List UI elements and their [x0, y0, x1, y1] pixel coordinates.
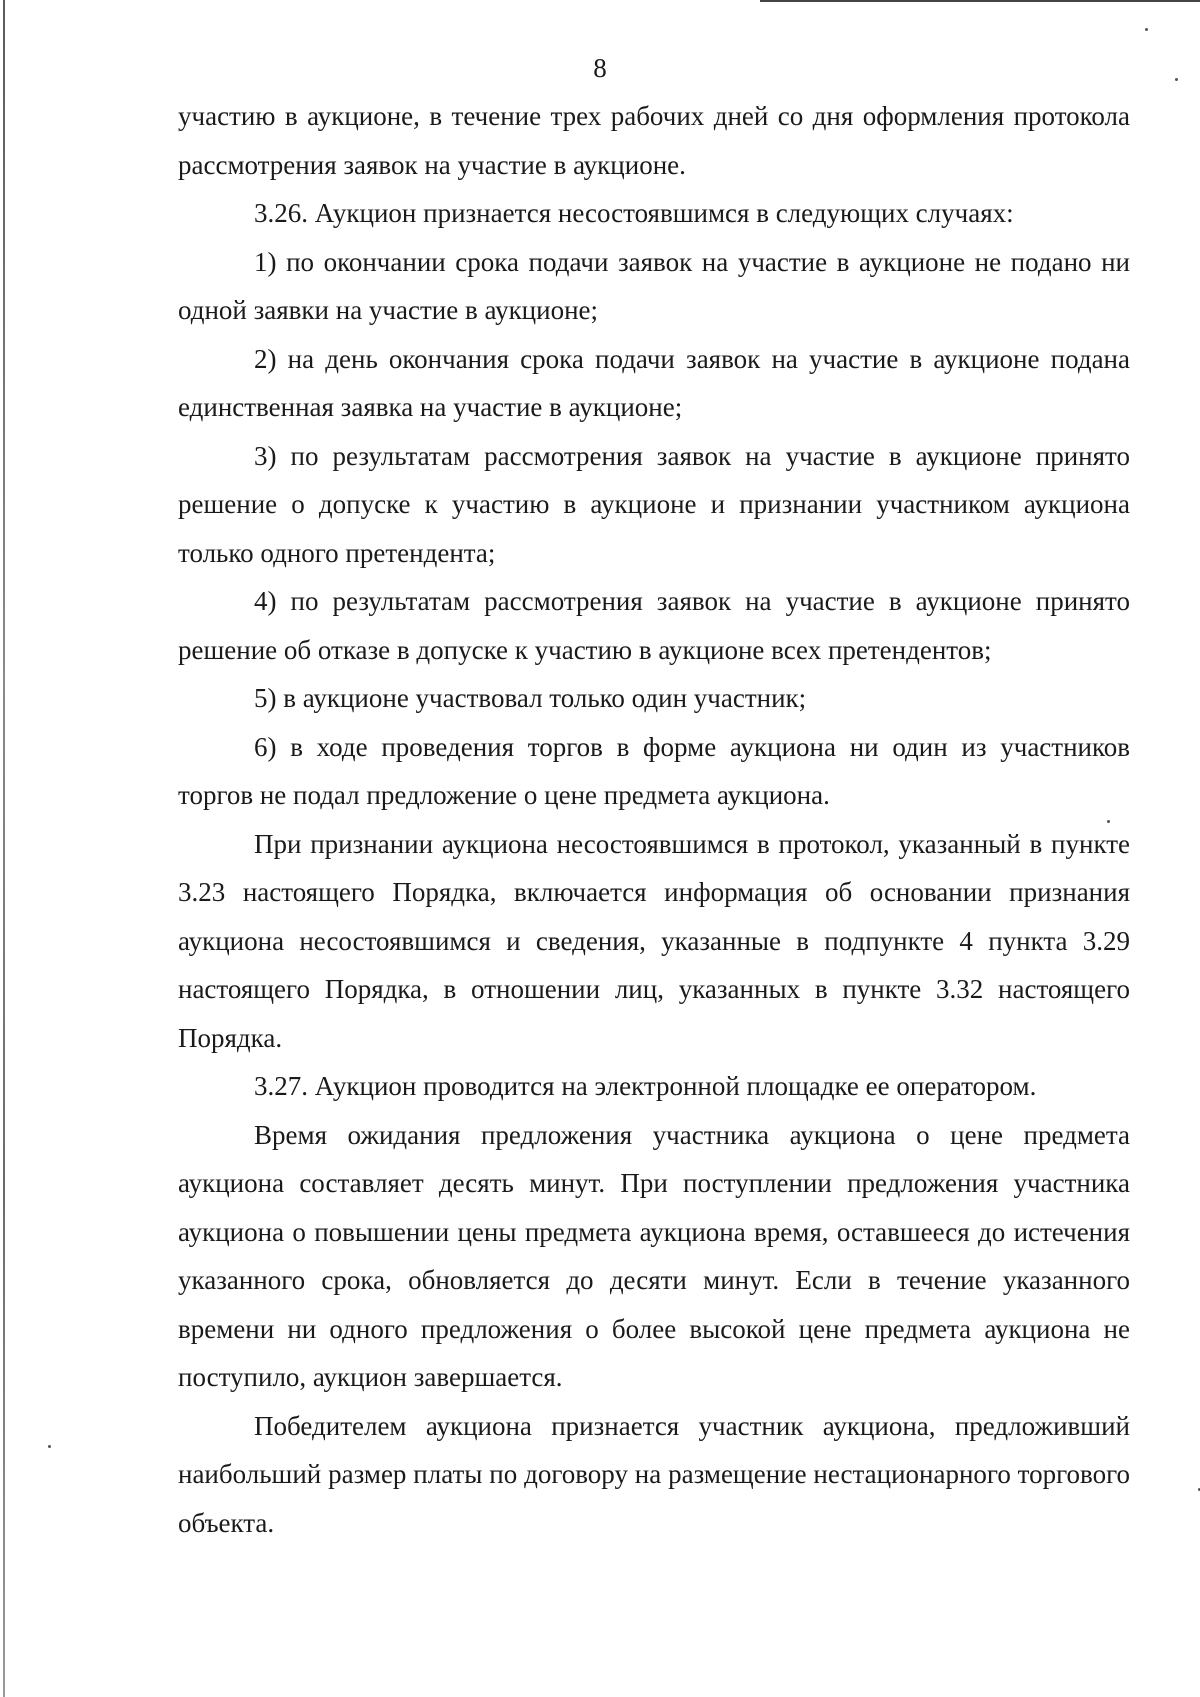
paragraph: При признании аукциона несостоявшимся в протокол, указанный в пункте 3.23 настоящего Порядка, включается информация об основании признания аукциона несостоявшимся и сведения, указанные в подпункте 4 пункта 3.29 настоящего Порядка, в отношении лиц, указанных в пункте 3.32 настоящего Порядка.	[178, 828, 1130, 1053]
scan-speck	[1145, 28, 1148, 31]
page-number: 8	[593, 53, 607, 83]
scan-edge-left	[3, 0, 5, 1697]
paragraph: 6) в ходе проведения торгов в форме аукциона ни один из участников торгов не подал предложение о цене предмета аукциона.	[178, 731, 1130, 810]
paragraph: 3.27. Аукцион проводится на электронной площадке ее оператором.	[254, 1071, 1037, 1101]
document-body	[178, 92, 1130, 1547]
paragraph: Время ожидания предложения участника аукциона о цене предмета аукциона составляет десять минут. При поступлении предложения участника аукциона о повышении цены предмета аукциона время, оставшееся до истечения указанного срока, обновляется до десяти минут. Если в течение указанного времени ни одного предложения о более высокой цене предмета аукциона не поступило, аукцион завершается.	[178, 1119, 1130, 1392]
scan-speck	[48, 1445, 51, 1448]
paragraph: Победителем аукциона признается участник аукциона, предложивший наибольший размер платы по договору на размещение нестационарного торгового объекта.	[178, 1410, 1130, 1538]
paragraph: 5) в аукционе участвовал только один участник;	[254, 683, 807, 713]
paragraph: участию в аукционе, в течение трех рабочих дней со дня оформления протокола рассмотрения заявок на участие в аукционе.	[178, 101, 1130, 180]
paragraph: 2) на день окончания срока подачи заявок на участие в аукционе подана единственная заявка на участие в аукционе;	[178, 343, 1130, 422]
paragraph: 3) по результатам рассмотрения заявок на участие в аукционе принято решение о допуске к участию в аукционе и признании участником аукциона только одного претендента;	[178, 440, 1130, 568]
paragraph: 3.26. Аукцион признается несостоявшимся в следующих случаях:	[254, 198, 1014, 228]
scan-edge-top	[760, 0, 1200, 2]
paragraph: 1) по окончании срока подачи заявок на участие в аукционе не подано ни одной заявки на участие в аукционе;	[178, 246, 1130, 325]
paragraph: 4) по результатам рассмотрения заявок на участие в аукционе принято решение об отказе в допуске к участию в аукционе всех претендентов;	[178, 586, 1130, 665]
